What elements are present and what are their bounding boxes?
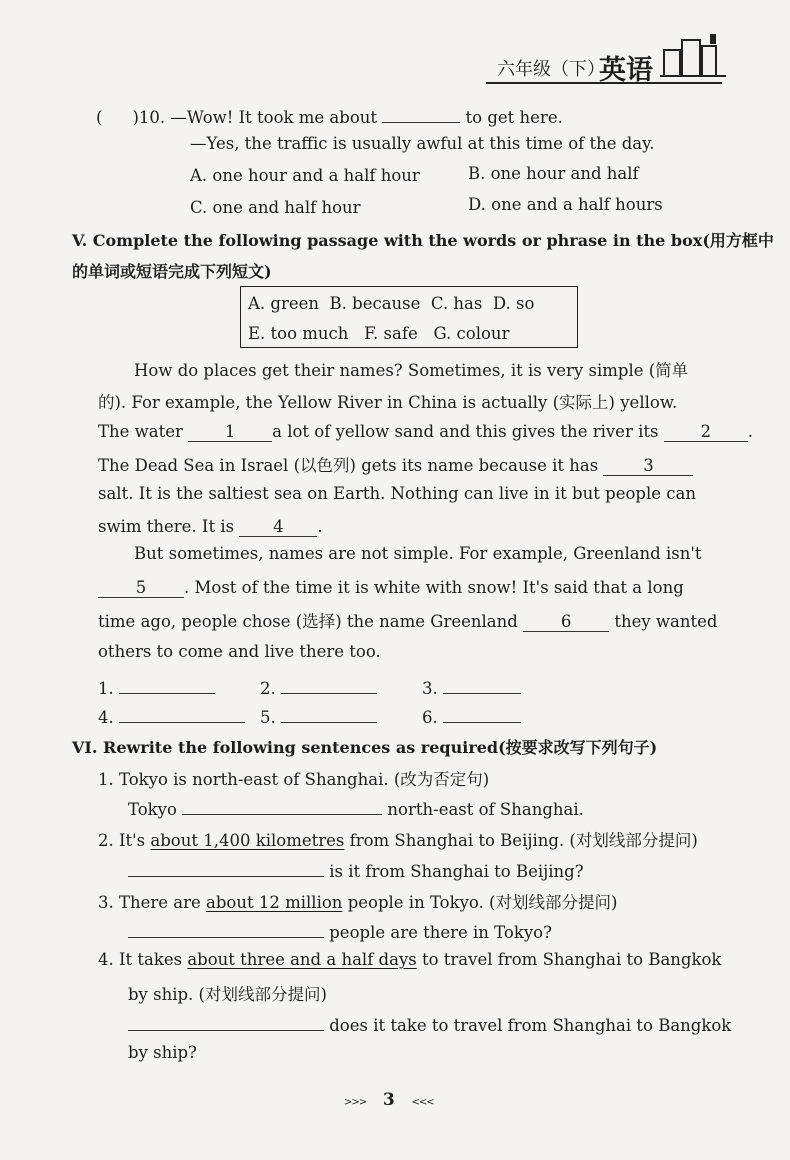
answer-5: 5. [260, 704, 377, 727]
q10-number: 10. [138, 108, 166, 127]
answer-5-blank[interactable] [281, 704, 377, 723]
item-3-answer: people are there in Tokyo? [128, 919, 552, 942]
answer-4: 4. [98, 704, 245, 727]
answer-4-blank[interactable] [119, 704, 245, 723]
item-1-answer: Tokyo north-east of Shanghai. [128, 796, 584, 819]
passage-line: salt. It is the saltiest sea on Earth. Nothing can live in it but people can [98, 484, 696, 503]
q10-blank[interactable] [382, 104, 460, 123]
passage-text: swim there. It is [98, 517, 235, 536]
word-option: F. safe [364, 324, 418, 343]
passage-line: But sometimes, names are not simple. For example, Greenland isn't [134, 544, 702, 563]
passage-text: a lot of yellow sand and this gives the river its [272, 422, 659, 441]
books-icon [660, 30, 732, 80]
passage-line: How do places get their names? Sometimes, it is very simple (简单 [134, 361, 689, 380]
answer-1-blank[interactable] [119, 675, 215, 694]
footer-left-arrows: >>> [344, 1097, 367, 1108]
item-4: 4. It takes about three and a half days to travel from Shanghai to Bangkok [98, 950, 722, 969]
q10-option-d[interactable]: D. one and a half hours [468, 195, 663, 214]
passage-line: 5 . Most of the time it is white with snow! It's said that a long [98, 578, 684, 598]
passage-text: The water [98, 422, 183, 441]
blank-6[interactable]: 6 [523, 613, 609, 632]
header-rule [486, 82, 722, 84]
page-number: 3 [382, 1090, 395, 1110]
item-2-answer: is it from Shanghai to Beijing? [128, 858, 584, 881]
answer-3-blank[interactable] [443, 675, 521, 694]
passage-text: The Dead Sea in Israel (以色列) gets its name because it has [98, 456, 599, 475]
answer-6: 6. [422, 704, 521, 727]
passage-line: swim there. It is 4 . [98, 517, 323, 536]
blank-3[interactable]: 3 [603, 457, 693, 476]
blank-1[interactable]: 1 [188, 423, 272, 442]
answer-2-blank[interactable] [281, 675, 377, 694]
q10-response: —Yes, the traffic is usually awful at this time of the day. [190, 134, 655, 153]
item-1: 1. Tokyo is north-east of Shanghai. (改为否定句) [98, 770, 490, 789]
word-box-row1 [248, 294, 534, 313]
answer-2: 2. [260, 675, 377, 698]
header-grade: 六年级（下） [497, 59, 605, 80]
item-3: 3. There are about 12 million people in Tokyo. (对划线部分提问) [98, 893, 618, 912]
passage-text: they wanted [614, 612, 718, 631]
passage-text: Most of the time it is white with snow! It's said that a long [194, 578, 684, 597]
blank-5[interactable]: 5 [98, 579, 184, 598]
q10-prompt: —Wow! It took me about [170, 108, 378, 127]
section5-heading-cont: 的单词或短语完成下列短文) [72, 262, 272, 281]
q10-option-b[interactable]: B. one hour and half [468, 164, 639, 183]
answer-3: 3. [422, 675, 521, 698]
item-1-blank[interactable] [182, 796, 382, 815]
answer-6-blank[interactable] [443, 704, 521, 723]
item-4-blank[interactable] [128, 1012, 324, 1031]
item-3-blank[interactable] [128, 919, 324, 938]
item-4-line2: by ship. (对划线部分提问) [128, 985, 327, 1004]
passage-line: 的). For example, the Yellow River in China is actually (实际上) yellow. [98, 393, 678, 412]
q10-paren-close: ) [132, 108, 139, 127]
q10-line1 [96, 104, 563, 127]
section5-heading: V. Complete the following passage with the words or phrase in the box(用方框中 [72, 231, 774, 250]
passage-line: others to come and live there too. [98, 642, 381, 661]
answer-1: 1. [98, 675, 215, 698]
q10-option-c[interactable]: C. one and half hour [190, 198, 361, 217]
word-option: D. so [492, 294, 535, 313]
footer-right-arrows: <<< [411, 1097, 434, 1108]
passage-line: The water 1 a lot of yellow sand and this gives the river its 2 . [98, 422, 753, 441]
item-2: 2. It's about 1,400 kilometres from Shanghai to Beijing. (对划线部分提问) [98, 831, 698, 850]
passage-line [98, 608, 717, 632]
word-option: G. colour [433, 324, 510, 343]
section6-heading: VI. Rewrite the following sentences as required(按要求改写下列句子) [72, 738, 658, 757]
q10-paren-open: ( [96, 108, 103, 127]
word-option: B. because [329, 294, 421, 313]
blank-2[interactable]: 2 [664, 423, 748, 442]
q10-prompt-end: to get here. [465, 108, 563, 127]
word-option: A. green [248, 294, 320, 313]
passage-text: time ago, people chose (选择) the name Greenland [98, 612, 518, 631]
item-4-answer: does it take to travel from Shanghai to Bangkok [128, 1012, 731, 1035]
page-footer [344, 1090, 434, 1110]
underlined-phrase: about three and a half days [187, 950, 417, 969]
blank-4[interactable]: 4 [239, 518, 317, 537]
word-option: C. has [430, 294, 483, 313]
header-subject: 英语 [599, 55, 653, 86]
passage-line [98, 452, 693, 476]
word-option: E. too much [248, 324, 349, 343]
underlined-phrase: about 12 million [206, 893, 343, 912]
underlined-phrase: about 1,400 kilometres [150, 831, 345, 850]
item-2-blank[interactable] [128, 858, 324, 877]
item-4-answer-end: by ship? [128, 1043, 197, 1062]
q10-option-a[interactable]: A. one hour and a half hour [190, 166, 420, 185]
word-box-row2 [248, 324, 509, 343]
